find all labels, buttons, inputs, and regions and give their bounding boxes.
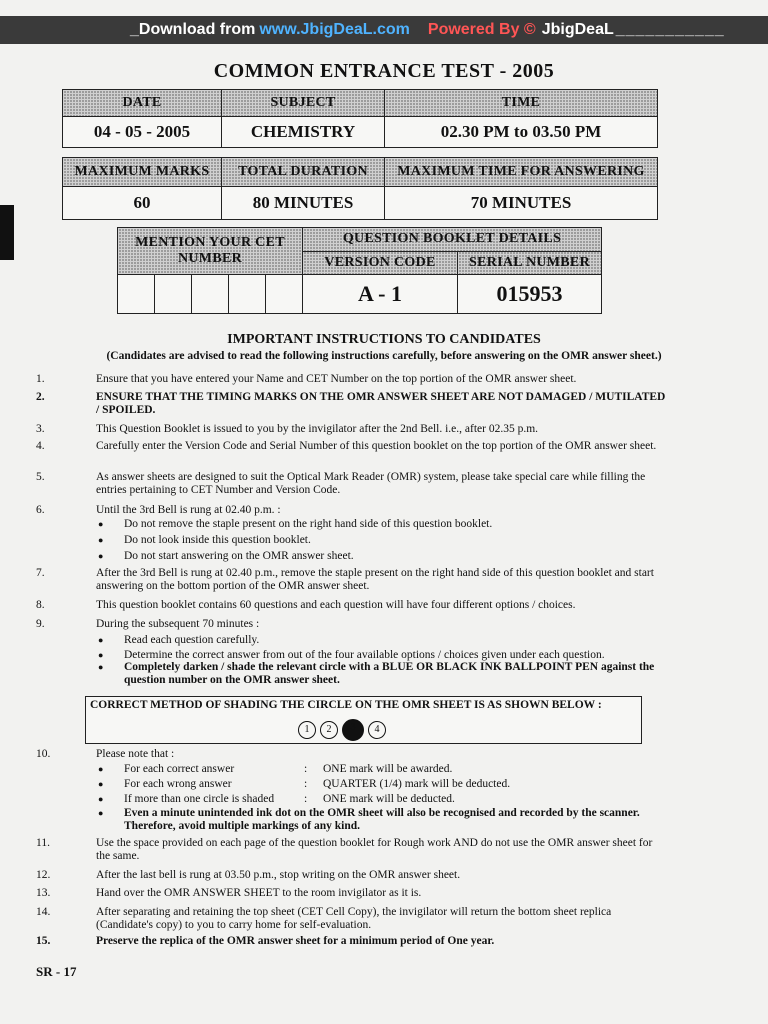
marking-case: For each wrong answer xyxy=(124,778,232,790)
value-time: 02.30 PM to 03.50 PM xyxy=(385,117,658,148)
item-text: Carefully enter the Version Code and Serial Number of this question booklet on the top portion of the OMR answer sheet. xyxy=(96,440,657,452)
bullet-text: ● Do not remove the staple present on the right hand side of this question booklet. xyxy=(124,518,493,530)
item-number: 14. xyxy=(36,906,51,918)
booklet-details-label: QUESTION BOOKLET DETAILS xyxy=(303,228,602,252)
item-number: 12. xyxy=(36,869,51,881)
cet-digit-box[interactable] xyxy=(118,275,155,314)
serial-number-label: SERIAL NUMBER xyxy=(458,251,602,275)
colon: : xyxy=(304,778,308,790)
instruction-item xyxy=(36,935,666,948)
bullet-item xyxy=(98,661,668,687)
bullet-item xyxy=(98,807,668,833)
header-total-duration: TOTAL DURATION xyxy=(222,158,385,187)
marks-duration-table xyxy=(62,157,658,220)
marking-case: If more than one circle is shaded xyxy=(124,793,275,805)
item-text: Preserve the replica of the OMR answer sheet for a minimum period of One year. xyxy=(96,935,495,947)
banner-url-link[interactable]: www.JbigDeaL.com xyxy=(259,21,410,38)
header-subject: SUBJECT xyxy=(222,90,385,117)
item-number: 10. xyxy=(36,748,51,760)
item-number: 1. xyxy=(36,373,45,385)
timing-mark xyxy=(0,205,14,260)
bullet-text: ● Even a minute unintended ink dot on the OMR sheet will also be recognised and recorded by the scanner. Therefore, avoid multiple markings of any kind. xyxy=(124,807,640,832)
item-number: 11. xyxy=(36,837,50,849)
banner-trail: ___________ xyxy=(615,21,725,38)
banner-powered-by: Powered By © xyxy=(427,21,536,38)
instruction-item xyxy=(36,748,666,761)
version-code-label: VERSION CODE xyxy=(303,251,458,275)
item-text: ENSURE THAT THE TIMING MARKS ON THE OMR ANSWER SHEET ARE NOT DAMAGED / MUTILATED / SPOILED. xyxy=(96,391,666,416)
instruction-item xyxy=(36,599,666,612)
bullet-text: ● Completely darken / shade the relevant circle with a BLUE OR BLACK INK BALLPOINT PEN against the question number on the OMR answer sheet. xyxy=(124,661,655,686)
item-text: After the 3rd Bell is rung at 02.40 p.m., remove the staple present on the right hand side of this question booklet and start answering on the bottom portion of the OMR answer sheet. xyxy=(96,567,654,592)
instructions-subtitle: (Candidates are advised to read the following instructions carefully, before answering on the OMR answer sheet.) xyxy=(106,350,662,362)
item-text: After separating and retaining the top sheet (CET Cell Copy), the invigilator will return the bottom sheet replica (Candidate's copy) to you to carry home for self-evaluation. xyxy=(96,906,612,931)
item-number: 15. xyxy=(36,935,51,947)
item-text: This question booklet contains 60 questions and each question will have four different options / choices. xyxy=(96,599,576,611)
item-number: 4. xyxy=(36,440,45,452)
instruction-item xyxy=(36,906,666,932)
item-number: 3. xyxy=(36,423,45,435)
item-text: Until the 3rd Bell is rung at 02.40 p.m. : xyxy=(96,504,281,516)
omr-circle-option: 4 xyxy=(368,721,386,739)
header-max-marks: MAXIMUM MARKS xyxy=(63,158,222,187)
value-date: 04 - 05 - 2005 xyxy=(63,117,222,148)
item-number: 8. xyxy=(36,599,45,611)
item-text: As answer sheets are designed to suit the Optical Mark Reader (OMR) system, please take special care while filling the entries pertaining to CET Number and Version Code. xyxy=(96,471,646,496)
omr-circle-filled: 3 xyxy=(342,719,364,741)
bullet-item xyxy=(98,550,668,563)
page-code: SR - 17 xyxy=(36,964,77,979)
header-date: DATE xyxy=(63,90,222,117)
version-code-value: A - 1 xyxy=(303,275,458,314)
bullet-item xyxy=(98,518,668,531)
bullet-text: ● Determine the correct answer from out of the four available options / choices given under each question. xyxy=(124,649,605,661)
colon: : xyxy=(304,793,308,805)
item-number: 6. xyxy=(36,504,45,516)
item-number: 13. xyxy=(36,887,51,899)
bullet-text: ● Read each question carefully. xyxy=(124,634,260,646)
bullet-text: ● Do not start answering on the OMR answer sheet. xyxy=(124,550,354,562)
cet-digit-box[interactable] xyxy=(229,275,266,314)
header-time: TIME xyxy=(385,90,658,117)
omr-circle-option: 2 xyxy=(320,721,338,739)
instruction-item xyxy=(36,618,666,631)
instruction-item xyxy=(36,391,666,417)
instruction-item xyxy=(36,373,666,386)
exam-info-table xyxy=(62,89,658,148)
instruction-item xyxy=(36,869,666,882)
cet-number-label: MENTION YOUR CET NUMBER xyxy=(118,228,303,275)
instruction-item xyxy=(36,471,666,497)
bullet-text: ● Do not look inside this question booklet. xyxy=(124,534,311,546)
item-text: During the subsequent 70 minutes : xyxy=(96,618,260,630)
item-number: 7. xyxy=(36,567,45,579)
marking-rule: ONE mark will be deducted. xyxy=(323,793,455,805)
marking-rule: QUARTER (1/4) mark will be deducted. xyxy=(323,778,511,790)
item-text: Please note that : xyxy=(96,748,175,760)
item-text: This Question Booklet is issued to you by the invigilator after the 2nd Bell. i.e., after 02.35 p.m. xyxy=(96,423,539,435)
instruction-item xyxy=(36,567,666,593)
cet-digit-box[interactable] xyxy=(192,275,229,314)
banner-prefix: _Download from xyxy=(130,21,256,38)
instructions-title: IMPORTANT INSTRUCTIONS TO CANDIDATES xyxy=(227,332,541,347)
omr-circle-option: 1 xyxy=(298,721,316,739)
download-banner xyxy=(0,16,768,44)
omr-circles xyxy=(298,719,390,741)
bullet-item xyxy=(98,534,668,547)
value-max-marks: 60 xyxy=(63,187,222,220)
value-subject: CHEMISTRY xyxy=(222,117,385,148)
cet-digit-box[interactable] xyxy=(266,275,303,314)
cet-digit-box[interactable] xyxy=(155,275,192,314)
cet-booklet-table xyxy=(117,227,602,314)
marking-rule: ONE mark will be awarded. xyxy=(323,763,453,775)
shading-method-box xyxy=(85,696,642,744)
item-text: Use the space provided on each page of the question booklet for Rough work AND do not use the OMR answer sheet for the same. xyxy=(96,837,653,862)
instruction-item xyxy=(36,837,666,863)
instruction-item xyxy=(36,504,666,517)
instruction-item xyxy=(36,440,666,453)
item-text: Hand over the OMR ANSWER SHEET to the room invigilator as it is. xyxy=(96,887,422,899)
shading-method-label: CORRECT METHOD OF SHADING THE CIRCLE ON THE OMR SHEET IS AS SHOWN BELOW : xyxy=(90,699,602,711)
value-total-duration: 80 MINUTES xyxy=(222,187,385,220)
item-text: After the last bell is rung at 03.50 p.m., stop writing on the OMR answer sheet. xyxy=(96,869,461,881)
item-number: 9. xyxy=(36,618,45,630)
instruction-item xyxy=(36,423,666,436)
value-max-time: 70 MINUTES xyxy=(385,187,658,220)
banner-brand: JbigDeaL xyxy=(541,21,614,38)
serial-number-value: 015953 xyxy=(458,275,602,314)
marking-case: For each correct answer xyxy=(124,763,235,775)
bullet-item xyxy=(98,634,668,647)
item-number: 2. xyxy=(36,391,45,403)
header-max-time: MAXIMUM TIME FOR ANSWERING xyxy=(385,158,658,187)
page-title: COMMON ENTRANCE TEST - 2005 xyxy=(213,60,555,82)
instruction-item xyxy=(36,887,666,900)
item-text: Ensure that you have entered your Name and CET Number on the top portion of the OMR answer sheet. xyxy=(96,373,577,385)
colon: : xyxy=(304,763,308,775)
item-number: 5. xyxy=(36,471,45,483)
